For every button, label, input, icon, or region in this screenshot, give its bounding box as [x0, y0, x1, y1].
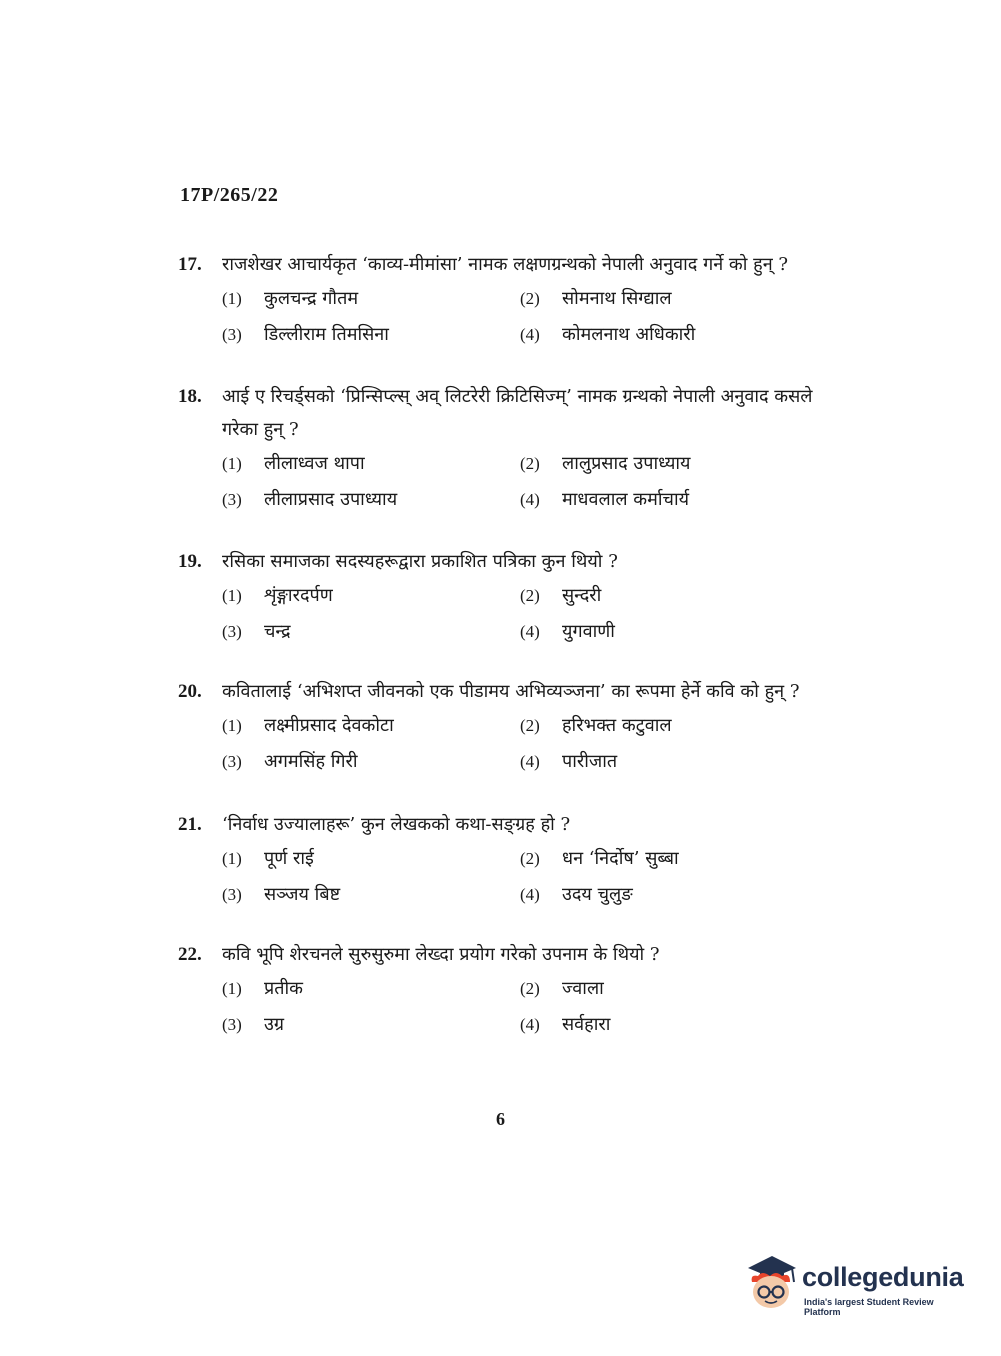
option-number: (4) [520, 885, 540, 904]
option-1 [222, 843, 520, 875]
option-4 [520, 319, 820, 351]
option-number: (2) [520, 849, 540, 868]
option-1 [222, 580, 520, 612]
option-2 [520, 710, 820, 742]
brand-name: collegedunia [802, 1262, 964, 1292]
question-text: आई ए रिचर्ड्सको ‘प्रिन्सिप्ल्स् अव् लिटरेरी क्रिटिसिज्म्’ नामक ग्रन्थको नेपाली अनुवाद कसले गरेका हुन् ? [222, 386, 813, 440]
option-number: (4) [520, 752, 540, 771]
option-number: (1) [222, 849, 242, 868]
option-text: लालुप्रसाद उपाध्याय [562, 453, 691, 474]
option-number: (3) [222, 1015, 242, 1034]
option-number: (1) [222, 289, 242, 308]
option-number: (3) [222, 490, 242, 509]
option-number: (3) [222, 885, 242, 904]
option-3 [222, 616, 520, 648]
options-list [222, 973, 818, 1041]
option-4 [520, 616, 820, 648]
question-20 [178, 675, 818, 778]
option-text: उदय चुलुङ [562, 884, 633, 905]
option-text: ज्वाला [562, 978, 604, 999]
option-1 [222, 448, 520, 480]
option-text: लक्ष्मीप्रसाद देवकोटा [264, 715, 394, 736]
option-2 [520, 283, 820, 315]
option-3 [222, 879, 520, 911]
option-text: सुन्दरी [562, 585, 602, 606]
option-2 [520, 448, 820, 480]
option-number: (3) [222, 325, 242, 344]
options-list [222, 710, 818, 778]
option-text: पूर्ण राई [264, 848, 314, 869]
option-number: (3) [222, 752, 242, 771]
option-text: युगवाणी [562, 621, 615, 642]
option-text: सोमनाथ सिग्द्याल [562, 288, 672, 309]
option-text: प्रतीक [264, 978, 303, 999]
question-18 [178, 380, 818, 516]
option-3 [222, 484, 520, 516]
question-number: 20. [178, 681, 202, 702]
option-1 [222, 710, 520, 742]
option-4 [520, 484, 820, 516]
question-text: कवितालाई ‘अभिशप्त जीवनको एक पीडामय अभिव्यञ्जना’ का रूपमा हेर्ने कवि को हुन् ? [222, 681, 800, 702]
page-number: 6 [496, 1109, 505, 1129]
option-number: (1) [222, 454, 242, 473]
student-mascot-icon [742, 1248, 800, 1314]
option-number: (4) [520, 622, 540, 641]
option-2 [520, 973, 820, 1005]
options-list [222, 580, 818, 648]
option-text: उग्र [264, 1014, 285, 1035]
options-list [222, 448, 818, 516]
question-21 [178, 808, 818, 911]
option-text: सञ्जय बिष्ट [264, 884, 341, 905]
option-number: (2) [520, 454, 540, 473]
question-number: 17. [178, 254, 202, 275]
option-number: (4) [520, 1015, 540, 1034]
option-text: धन ‘निर्दोष’ सुब्बा [562, 848, 679, 869]
collegedunia-watermark [742, 1248, 972, 1318]
options-list [222, 283, 818, 351]
option-text: लीलाप्रसाद उपाध्याय [264, 489, 398, 510]
question-text: कवि भूपि शेरचनले सुरुसुरुमा लेख्दा प्रयोग गरेको उपनाम के थियो ? [222, 944, 660, 965]
option-text: माधवलाल कर्माचार्य [562, 489, 690, 510]
option-text: अगमसिंह गिरी [264, 751, 358, 772]
option-4 [520, 1009, 820, 1041]
option-3 [222, 1009, 520, 1041]
option-text: लीलाध्वज थापा [264, 453, 365, 474]
option-2 [520, 580, 820, 612]
option-number: (2) [520, 289, 540, 308]
option-text: शृंङ्गारदर्पण [264, 585, 333, 606]
option-number: (2) [520, 979, 540, 998]
option-text: हरिभक्त कटुवाल [562, 715, 672, 736]
option-text: चन्द्र [264, 621, 291, 642]
option-number: (2) [520, 716, 540, 735]
option-number: (1) [222, 979, 242, 998]
option-4 [520, 746, 820, 778]
question-number: 22. [178, 944, 202, 965]
option-1 [222, 283, 520, 315]
brand-tagline: India's largest Student Review Platform [804, 1297, 934, 1317]
option-number: (4) [520, 325, 540, 344]
option-1 [222, 973, 520, 1005]
option-text: सर्वहारा [562, 1014, 611, 1035]
question-text: ‘निर्वाध उज्यालाहरू’ कुन लेखकको कथा-सङ्ग्रह हो ? [222, 814, 571, 835]
question-text: राजशेखर आचार्यकृत ‘काव्य-मीमांसा’ नामक लक्षणग्रन्थको नेपाली अनुवाद गर्ने को हुन् ? [222, 254, 789, 275]
option-number: (3) [222, 622, 242, 641]
question-22 [178, 938, 818, 1041]
option-3 [222, 319, 520, 351]
question-number: 21. [178, 814, 202, 835]
option-3 [222, 746, 520, 778]
option-text: डिल्लीराम तिमसिना [264, 324, 389, 345]
option-text: कोमलनाथ अधिकारी [562, 324, 696, 345]
options-list [222, 843, 818, 911]
option-4 [520, 879, 820, 911]
question-number: 19. [178, 551, 202, 572]
question-17 [178, 248, 818, 351]
option-text: कुलचन्द्र गौतम [264, 288, 359, 309]
option-number: (1) [222, 586, 242, 605]
option-number: (4) [520, 490, 540, 509]
option-number: (1) [222, 716, 242, 735]
question-19 [178, 545, 818, 648]
paper-code: 17P/265/22 [180, 184, 279, 206]
option-number: (2) [520, 586, 540, 605]
question-number: 18. [178, 386, 202, 407]
option-2 [520, 843, 820, 875]
option-text: पारीजात [562, 751, 618, 772]
question-text: रसिका समाजका सदस्यहरूद्वारा प्रकाशित पत्रिका कुन थियो ? [222, 551, 618, 572]
